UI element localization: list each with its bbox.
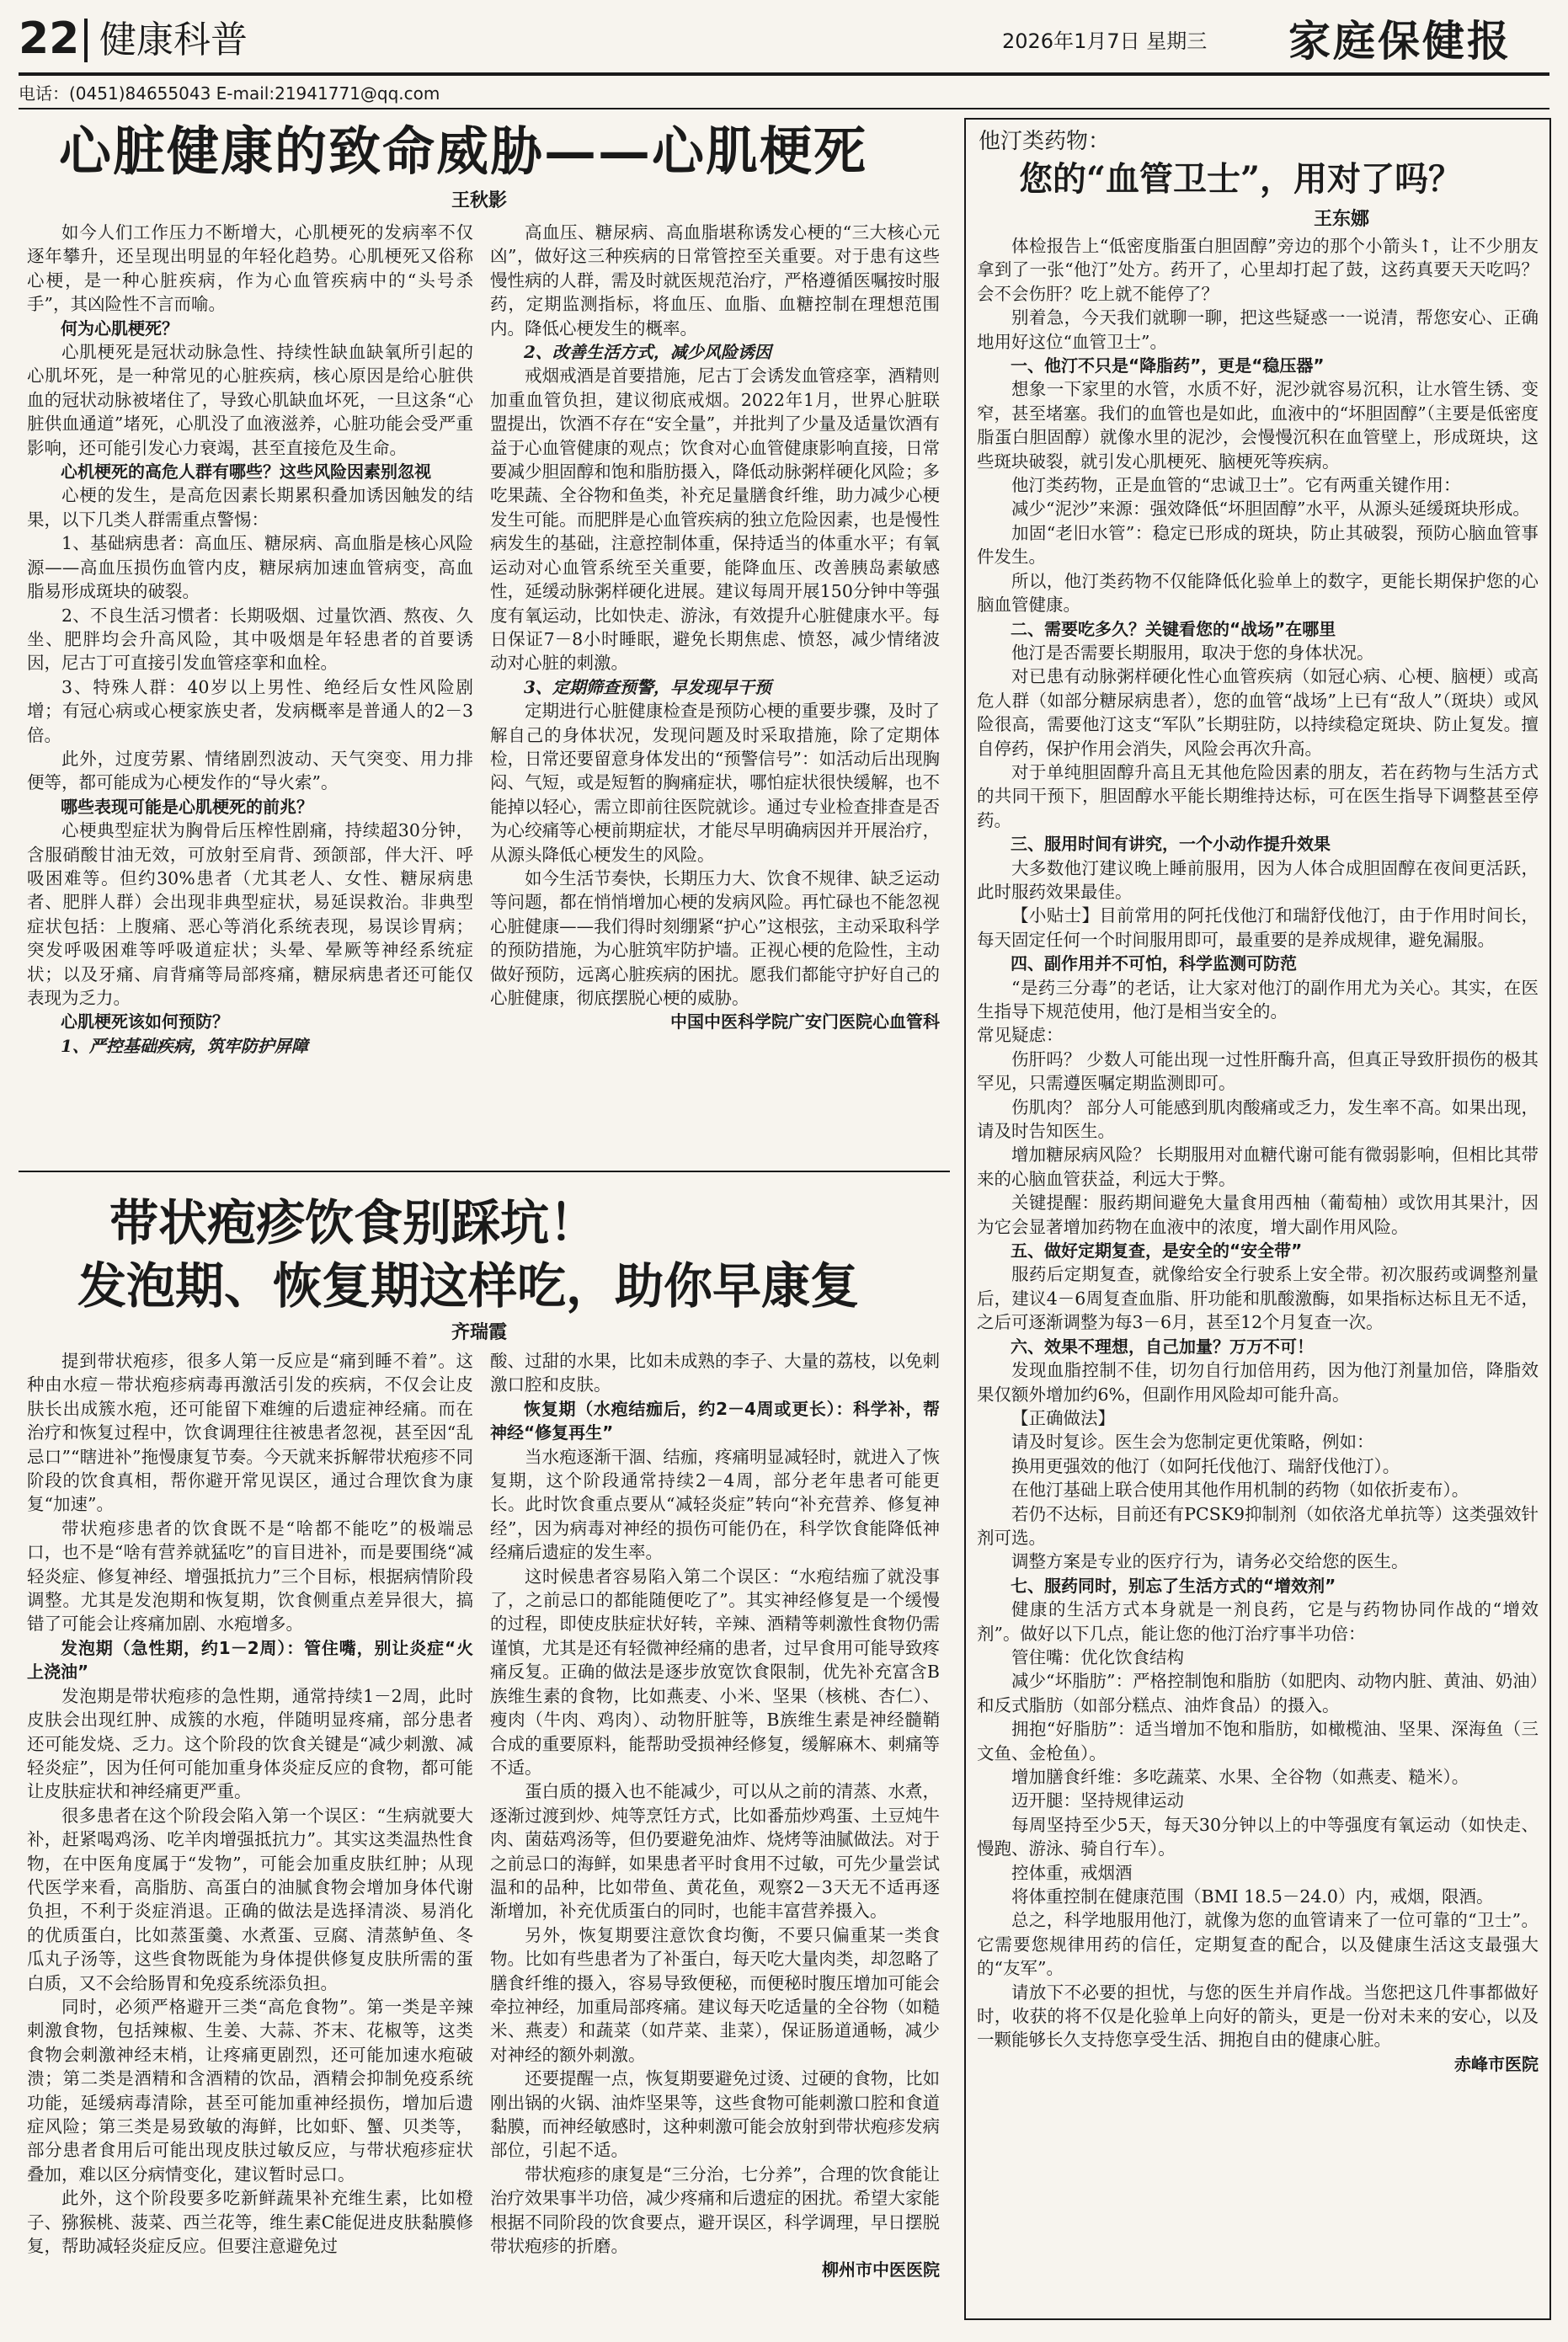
paragraph: 伤肌肉？ 部分人可能感到肌肉酸痛或乏力，发生率不高。如果出现，请及时告知医生。 [977, 1096, 1539, 1142]
paragraph: 【小贴士】目前常用的阿托伐他汀和瑞舒伐他汀，由于作用时间长，每天固定任何一个时间服用即可，最重要的是养成规律，避免漏服。 [977, 905, 1539, 950]
subheading: 三、服用时间有讲究，一个小动作提升效果 [1011, 834, 1331, 855]
subheading: 五、做好定期复查，是安全的“安全带” [1011, 1240, 1303, 1262]
paper-name: 家庭保健报 [1288, 16, 1512, 66]
paragraph: “是药三分毒”的老话，让大家对他汀的副作用尤为关心。其实，在医生指导下规范使用，他汀是相当安全的。 [977, 977, 1539, 1022]
subheading: 四、副作用并不可怕，科学监测可防范 [1011, 953, 1297, 974]
paragraph: 心梗典型症状为胸骨后压榨性剧痛，持续超30分钟，含服硝酸甘油无效，可放射至肩背、颈颌部，伴大汗、呼吸困难等。但约30%患者（尤其老人、女性、糖尿病患者、肥胖人群）会出现非典型症状，易延误救治。非典型症状包括：上腹痛、恶心等消化系统表现，易误诊胃病；突发呼吸困难等呼吸道症状；头晕、晕厥等神经系统症状；以及牙痛、肩背痛等局部疼痛，糖尿病患者还可能仅表现为乏力。 [27, 820, 473, 1008]
contact-rule [19, 108, 1549, 109]
paragraph: 增加糖尿病风险？ 长期服用对血糖代谢可能有微弱影响，但相比其带来的心脑血管获益，利远大于弊。 [977, 1144, 1539, 1189]
article2-title-line1: 带状疱疹饮食别踩坑！ [109, 1194, 599, 1251]
paragraph: 增加膳食纤维：多吃蔬菜、水果、全谷物（如燕麦、糙米）。 [1011, 1767, 1469, 1787]
paragraph: 带状疱疹的康复是“三分治，七分养”，合理的饮食能让治疗效果事半功倍，减少疼痛和后遗症的困扰。希望大家能根据不同阶段的饮食要点，避开误区，科学调理，早日摆脱带状疱疹的折磨。 [490, 2163, 940, 2257]
paragraph: 所以，他汀类药物不仅能降低化验单上的数字，更能长期保护您的心脑血管健康。 [977, 570, 1539, 616]
paragraph: 服药后定期复查，就像给安全行驶系上安全带。初次服药或调整剂量后，建议4－6周复查血脂、肝功能和肌酸激酶，如果指标达标且无不适，之后可逐渐调整为每3－6月，甚至12个月复查一次。 [977, 1264, 1539, 1333]
paragraph: 若仍不达标，目前还有PCSK9抑制剂（如依洛尤单抗等）这类强效针剂可选。 [977, 1503, 1539, 1548]
paragraph: 此外，这个阶段要多吃新鲜蔬果补充维生素，比如橙子、猕猴桃、菠菜、西兰花等，维生素C能促进皮肤黏膜修复，帮助减轻炎症反应。但要注意避免过 [27, 2188, 473, 2257]
paragraph: 减少“坏脂肪”：严格控制饱和脂肪（如肥肉、动物内脏、黄油、奶油）和反式脂肪（如部分糕点、油炸食品）的摄入。 [977, 1671, 1539, 1715]
paragraph: 想象一下家里的水管，水质不好，泥沙就容易沉积，让水管生锈、变窄，甚至堵塞。我们的血管也是如此，血液中的“坏胆固醇”（主要是低密度脂蛋白胆固醇）就像水里的泥沙，会慢慢沉积在血管壁上，形成斑块，这些斑块破裂，就引发心肌梗死、脑梗死等疾病。 [977, 379, 1539, 472]
subheading: 哪些表现可能是心肌梗死的前兆？ [61, 796, 313, 817]
paragraph: 高血压、糖尿病、高血脂堪称诱发心梗的“三大核心元凶”，做好这三种疾病的日常管控至关重要。对于患有这些慢性病的人群，需及时就医规范治疗，严格遵循医嘱按时服药，定期监测指标，将血压、血脂、血糖控制在理想范围内。降低心梗发生的概率。 [490, 222, 940, 339]
subheading: 心机梗死的高危人群有哪些？这些风险因素别忽视 [61, 461, 431, 483]
subheading: 恢复期（水疱结痂后，约2－4周或更长）：科学补，帮神经“修复再生” [490, 1398, 940, 1443]
paragraph: 蛋白质的摄入也不能减少，可以从之前的清蒸、水煮，逐渐过渡到炒、炖等烹饪方式，比如番茄炒鸡蛋、土豆炖牛肉、菌菇鸡汤等，但仍要避免油炸、烧烤等油腻做法。对于之前忌口的海鲜，如果患者平时食用不过敏，可先少量尝试温和的品种，比如带鱼、黄花鱼，观察2－3天无不适再逐渐增加，补充优质蛋白的同时，也能丰富营养摄入。 [490, 1781, 940, 1922]
source-credit: 赤峰市医院 [1454, 2053, 1539, 2074]
paragraph: 3、特殊人群：40岁以上男性、绝经后女性风险剧增；有冠心病或心梗家族史者，发病概率是普通人的2－3倍。 [27, 676, 473, 745]
paragraph: 加固“老旧水管”：稳定已形成的斑块，防止其破裂，预防心脑血管事件发生。 [977, 522, 1539, 568]
numbered-subheading: 3、定期筛查预警，早发现早干预 [524, 676, 771, 697]
subheading: 七、服药同时，别忘了生活方式的“增效剂” [1011, 1575, 1336, 1596]
paragraph: 请放下不必要的担忧，与您的医生并肩作战。当您把这几件事都做好时，收获的将不仅是化验单上向好的箭头，更是一份对未来的安心，以及一颗能够长久支持您享受生活、拥抱自由的健康心脏。 [977, 1982, 1539, 2051]
paragraph: 迈开腿：坚持规律运动 [1011, 1790, 1184, 1811]
paragraph: 带状疱疹患者的饮食既不是“啥都不能吃”的极端忌口，也不是“啥有营养就猛吃”的盲目进补，而是要围绕“减轻炎症、修复神经、增强抵抗力”三个目标，根据病情阶段调整。尤其是发泡期和恢复期，饮食侧重点差异很大，搞错了可能会让疼痛加剧、水疱增多。 [27, 1518, 473, 1635]
article1-column-1 [27, 221, 473, 1122]
paragraph: 控体重，戒烟酒 [1011, 1862, 1133, 1883]
subheading: 六、效果不理想，自己加量？万万不可！ [1011, 1336, 1314, 1357]
paragraph: 这时候患者容易陷入第二个误区：“水疱结痂了就没事了，之前忌口的都能随便吃了”。其实神经修复是一个缓慢的过程，即使皮肤症状好转，辛辣、酒精等刺激性食物仍需谨慎，尤其是还有轻微神经痛的患者，过早食用可能导致疼痛反复。正确的做法是逐步放宽饮食限制，优先补充富含B族维生素的食物，比如燕麦、小米、坚果（核桃、杏仁）、瘦肉（牛肉、鸡肉）、动物肝脏等，B族维生素是神经髓鞘合成的重要原料，能帮助受损神经修复，缓解麻木、刺痛等不适。 [490, 1566, 940, 1778]
article3-author: 王东娜 [1314, 209, 1370, 230]
article2-column-1 [27, 1349, 473, 2326]
contact-line: 电话：(0451)84655043 E-mail:21941771@qq.com [19, 83, 440, 104]
source-credit: 柳州市中医医院 [822, 2259, 940, 2281]
section-title: 健康科普 [99, 19, 248, 61]
paragraph: 戒烟戒酒是首要措施，尼古丁会诱发血管痉挛，酒精则加重血管负担，建议彻底戒烟。2022年1月，世界心脏联盟提出，饮酒不存在“安全量”，并批判了少量及适量饮酒有益于心血管健康的观点；饮食对心血管健康影响直接，日常要减少胆固醇和饱和脂肪摄入，降低动脉粥样硬化风险；多吃果蔬、全谷物和鱼类，补充足量膳食纤维，助力减少心梗发生可能。而肥胖是心血管疾病的独立危险因素，也是慢性病发生的基础，注意控制体重，保持适当的体重水平；有氧运动对心血管系统至关重要，能降血压、改善胰岛素敏感性，延缓动脉粥样硬化进展。建议每周开展150分钟中等强度有氧运动，比如快走、游泳，有效提升心脏健康水平。每日保证7－8小时睡眠，避免长期焦虑、愤怒，减少情绪波动对心脏的刺激。 [490, 365, 940, 674]
paragraph: 他汀类药物，正是血管的“忠诚卫士”。它有两重关键作用： [1011, 475, 1461, 496]
subheading: 二、需要吃多久？关键看您的“战场”在哪里 [1011, 618, 1336, 639]
article3-body [977, 234, 1539, 2313]
article2-author: 齐瑞霞 [451, 1322, 508, 1343]
paragraph: 如今人们工作压力不断增大，心肌梗死的发病率不仅逐年攀升，还呈现出明显的年轻化趋势。心肌梗死又俗称心梗，是一种心脏疾病，作为心血管疾病中的“头号杀手”，其凶险性不言而喻。 [27, 222, 473, 315]
paragraph: 在他汀基础上联合使用其他作用机制的药物（如依折麦布）。 [1011, 1480, 1469, 1501]
header-divider [84, 19, 88, 62]
article1-title: 心脏健康的致命威胁——心肌梗死 [59, 120, 868, 182]
paragraph: 请及时复诊。医生会为您制定更优策略，例如： [1011, 1432, 1374, 1453]
paragraph: 调整方案是专业的医疗行为，请务必交给您的医生。 [1011, 1551, 1409, 1572]
paragraph: 大多数他汀建议晚上睡前服用，因为人体合成胆固醇在夜间更活跃，此时服药效果最佳。 [977, 857, 1539, 902]
paragraph: 定期进行心脏健康检查是预防心梗的重要步骤，及时了解自己的身体状况，发现问题及时采取措施，除了定期体检，日常还要留意身体发出的“预警信号”：如活动后出现胸闷、气短，或是短暂的胸痛症状，哪怕症状很快缓解，也不能掉以轻心，需立即前往医院就诊。通过专业检查排查是否为心绞痛等心梗前期症状，才能尽早明确病因并开展治疗，从源头降低心梗发生的风险。 [490, 701, 940, 865]
article2-column-2 [490, 1349, 940, 2326]
issue-date: 2026年1月7日 星期三 [1002, 29, 1208, 53]
paragraph: 伤肝吗？ 少数人可能出现一过性肝酶升高，但真正导致肝损伤的极其罕见，只需遵医嘱定期监测即可。 [977, 1048, 1539, 1094]
numbered-subheading: 2、改善生活方式，减少风险诱因 [524, 342, 771, 363]
paragraph: 总之，科学地服用他汀，就像为您的血管请来了一位可靠的“卫士”。它需要您规律用药的信任，定期复查的配合，以及健康生活这支最强大的“友军”。 [977, 1910, 1539, 1979]
article-separator [19, 1171, 950, 1172]
paragraph: 心肌梗死是冠状动脉急性、持续性缺血缺氧所引起的心肌坏死，是一种常见的心脏疾病，核心原因是给心脏供血的冠状动脉被堵住了，导致心肌缺血坏死，一旦这条“心脏供血通道”堵死，心肌没了血液滋养，心脏功能会受严重影响，还可能引发心力衰竭，甚至直接危及生命。 [27, 342, 473, 458]
paragraph: 管住嘴：优化饮食结构 [1011, 1646, 1184, 1667]
paragraph: 同时，必须严格避开三类“高危食物”。第一类是辛辣刺激食物，包括辣椒、生姜、大蒜、芥末、花椒等，这类食物会刺激神经末梢，让疼痛更剧烈，还可能加速水疱破溃；第二类是酒精和含酒精的饮品，酒精会抑制免疫系统功能，延缓病毒清除，甚至可能加重神经损伤，增加后遗症风险；第三类是易致敏的海鲜，比如虾、蟹、贝类等，部分患者食用后可能出现皮肤过敏反应，与带状疱疹症状叠加，难以区分病情变化，建议暂时忌口。 [27, 1996, 473, 2185]
paragraph: 对已患有动脉粥样硬化性心血管疾病（如冠心病、心梗、脑梗）或高危人群（如部分糖尿病患者），您的血管“战场”上已有“敌人”（斑块）或风险很高，需要他汀这支“军队”长期驻防，以持续稳定斑块、防止复发。擅自停药，保护作用会消失，风险会再次升高。 [977, 666, 1539, 759]
paragraph: 常见疑虑： [977, 1025, 1064, 1046]
paragraph: 换用更强效的他汀（如阿托伐他汀、瑞舒伐他汀）。 [1011, 1455, 1400, 1476]
paragraph: 他汀是否需要长期服用，取决于您的身体状况。 [1011, 642, 1374, 663]
article3-title: 您的“血管卫士”，用对了吗？ [1019, 159, 1463, 199]
paragraph: 另外，恢复期要注意饮食均衡，不要只偏重某一类食物。比如有些患者为了补蛋白，每天吃大量肉类，却忽略了膳食纤维的摄入，容易导致便秘，而便秘时腹压增加可能会牵拉神经，加重局部疼痛。建议每天吃适量的全谷物（如糙米、燕麦）和蔬菜（如芹菜、韭菜），保证肠道通畅，减少对神经的额外刺激。 [490, 1924, 940, 2065]
article2-title-line2: 发泡期、恢复期这样吃，助你早康复 [77, 1257, 860, 1315]
article3-kicker: 他汀类药物： [979, 129, 1111, 154]
paragraph: 还要提醒一点，恢复期要避免过烫、过硬的食物，比如刚出锅的火锅、油炸坚果等，这些食物可能刺激口腔和食道黏膜，而神经敏感时，这种刺激可能会放射到带状疱疹发病部位，引起不适。 [490, 2068, 940, 2161]
paragraph: 1、基础病患者：高血压、糖尿病、高血脂是核心风险源——高血压损伤血管内皮，糖尿病加速血管病变，高血脂易形成斑块的破裂。 [27, 533, 473, 602]
article1-column-2 [490, 221, 940, 1126]
subheading: 一、他汀不只是“降脂药”，更是“稳压器” [1011, 355, 1325, 376]
paragraph: 体检报告上“低密度脂蛋白胆固醇”旁边的那个小箭头↑，让不少朋友拿到了一张“他汀”处方。药开了，心里却打起了鼓，这药真要天天吃吗？会不会伤肝？吃上就不能停了？ [977, 236, 1539, 304]
paragraph: 此外，过度劳累、情绪剧烈波动、天气突变、用力排便等，都可能成为心梗发作的“导火索”。 [27, 748, 473, 793]
paragraph: 2、不良生活习惯者：长期吸烟、过量饮酒、熬夜、久坐、肥胖均会升高风险，其中吸烟是年轻患者的首要诱因，尼古丁可直接引发血管痉挛和血栓。 [27, 605, 473, 674]
paragraph: 将体重控制在健康范围（BMI 18.5－24.0）内，戒烟，限酒。 [1011, 1886, 1494, 1907]
paragraph: 减少“泥沙”来源：强效降低“坏胆固醇”水平，从源头延缓斑块形成。 [1011, 499, 1530, 520]
paragraph: 对于单纯胆固醇升高且无其他危险因素的朋友，若在药物与生活方式的共同干预下，胆固醇水平能长期维持达标，可在医生指导下调整甚至停药。 [977, 761, 1539, 830]
paragraph: 健康的生活方式本身就是一剂良药，它是与药物协同作战的“增效剂”。做好以下几点，能让您的他汀治疗事半功倍： [977, 1599, 1539, 1644]
subheading: 心肌梗死该如何预防？ [61, 1011, 229, 1032]
paragraph: 发泡期是带状疱疹的急性期，通常持续1－2周，此时皮肤会出现红肿、成簇的水疱，伴随明显疼痛，部分患者还可能发烧、乏力。这个阶段的饮食关键是“减少刺激、减轻炎症”，因为任何可能加重身体炎症反应的食物，都可能让皮肤症状和神经痛更严重。 [27, 1685, 473, 1802]
article1-author: 王秋影 [451, 190, 508, 211]
paragraph: 当水疱逐渐干涸、结痂，疼痛明显减轻时，就进入了恢复期，这个阶段通常持续2－4周，部分老年患者可能更长。此时饮食重点要从“减轻炎症”转向“补充营养、修复神经”，因为病毒对神经的损伤可能仍在，科学饮食能降低神经痛后遗症的发生率。 [490, 1446, 940, 1563]
source-credit: 中国中医科学院广安门医院心血管科 [670, 1011, 940, 1032]
paragraph: 心梗的发生，是高危因素长期累积叠加诱因触发的结果，以下几类人群需重点警惕： [27, 485, 473, 530]
paragraph: 拥抱“好脂肪”：适当增加不饱和脂肪，如橄榄油、坚果、深海鱼（三文鱼、金枪鱼）。 [977, 1719, 1539, 1763]
subheading: 何为心肌梗死？ [61, 317, 179, 339]
paragraph: 每周坚持至少5天，每天30分钟以上的中等强度有氧运动（如快走、慢跑、游泳、骑自行车）。 [977, 1814, 1539, 1859]
header-rule [19, 72, 1549, 76]
paragraph: 很多患者在这个阶段会陷入第一个误区：“生病就要大补，赶紧喝鸡汤、吃羊肉增强抵抗力”。其实这类温热性食物，在中医角度属于“发物”，可能会加重皮肤红肿；从现代医学来看，高脂肪、高蛋白的油腻食物会增加身体代谢负担，不利于炎症消退。正确的做法是选择清淡、易消化的优质蛋白，比如蒸蛋羹、水煮蛋、豆腐、清蒸鲈鱼、冬瓜丸子汤等，这些食物既能为身体提供修复皮肤所需的蛋白质，又不会给肠胃和免疫系统添负担。 [27, 1805, 473, 1993]
paragraph: 别着急，今天我们就聊一聊，把这些疑惑一一说清，帮您安心、正确地用好这位“血管卫士”。 [977, 307, 1539, 352]
paragraph: 如今生活节奏快，长期压力大、饮食不规律、缺乏运动等问题，都在悄悄增加心梗的发病风险。再忙碌也不能忽视心脏健康——我们得时刻绷紧“护心”这根弦，主动采取科学的预防措施，为心脏筑牢防护墙。正视心梗的危险性，主动做好预防，远离心脏疾病的困扰。愿我们都能守护好自己的心脏健康，彻底摆脱心梗的威胁。 [490, 867, 940, 1008]
numbered-subheading: 1、严控基础疾病，筑牢防护屏障 [61, 1035, 308, 1056]
paragraph: 提到带状疱疹，很多人第一反应是“痛到睡不着”。这种由水痘－带状疱疹病毒再激活引发的疾病，不仅会让皮肤长出成簇水疱，还可能留下难缠的后遗症神经痛。而在治疗和恢复过程中，饮食调理往往被患者忽视，甚至因“乱忌口”“瞎进补”拖慢康复节奏。今天就来拆解带状疱疹不同阶段的饮食真相，帮你避开常见误区，通过合理饮食为康复“加速”。 [27, 1351, 473, 1515]
paragraph: 【正确做法】 [1011, 1407, 1115, 1428]
paragraph: 关键提醒：服药期间避免大量食用西柚（葡萄柚）或饮用其果汁，因为它会显著增加药物在血液中的浓度，增大副作用风险。 [977, 1192, 1539, 1237]
paragraph: 发现血脂控制不佳，切勿自行加倍用药，因为他汀剂量加倍，降脂效果仅额外增加约6%，但副作用风险却可能升高。 [977, 1360, 1539, 1405]
subheading: 发泡期（急性期，约1－2周）：管住嘴，别让炎症“火上浇油” [27, 1637, 473, 1683]
page-number: 22 [19, 13, 80, 64]
paragraph: 酸、过甜的水果，比如未成熟的李子、大量的荔枝，以免刺激口腔和皮肤。 [490, 1351, 940, 1395]
